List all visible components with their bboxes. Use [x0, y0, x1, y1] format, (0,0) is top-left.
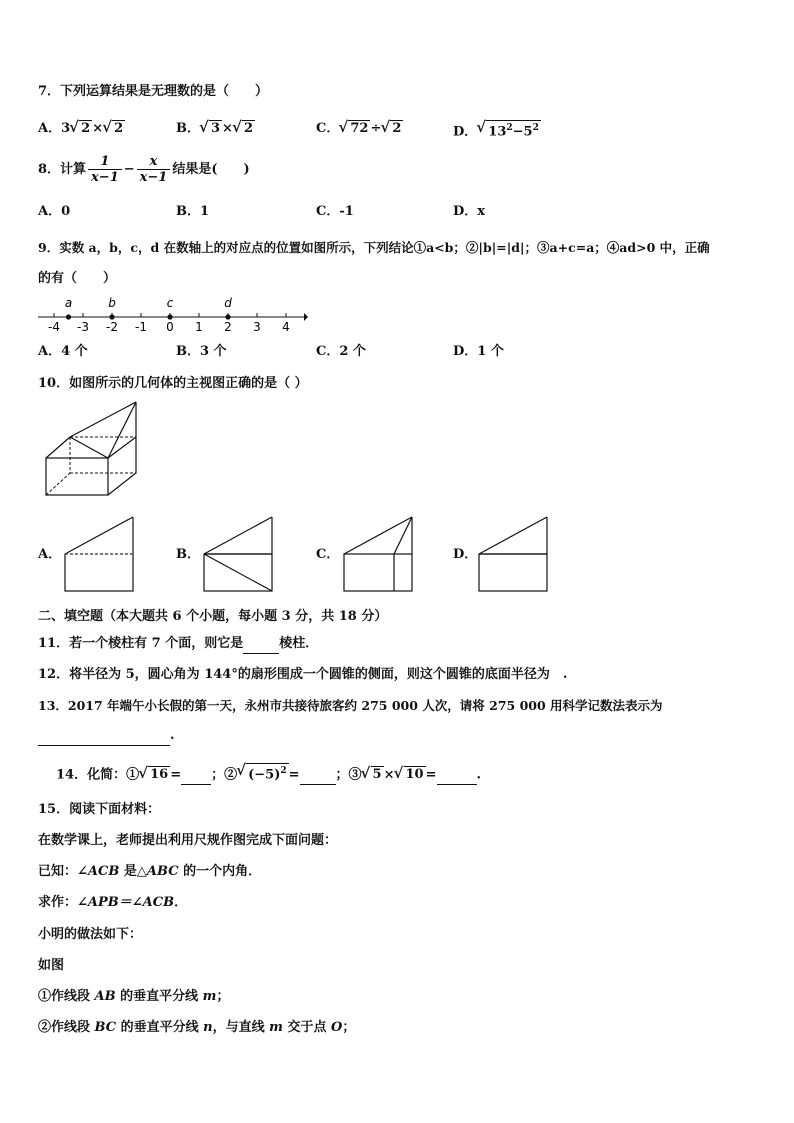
q15-l4-post: ． — [174, 895, 188, 910]
q7-d-label: D． — [453, 124, 478, 140]
q9-option-c: C．2 个 — [316, 344, 366, 359]
q13-end: . — [170, 728, 175, 743]
q8-f1-den: x−1 — [91, 170, 119, 185]
tick-label-4: 0 — [166, 320, 174, 334]
q14-eq1: = — [170, 767, 182, 783]
q15-l4-math: ∠APB＝∠ACB — [77, 895, 175, 910]
q15-l8-mid2: ，与直线 — [212, 1020, 270, 1035]
q13: 13．2017 年端午小长假的第一天，永州市共接待旅客约 275 000 人次，请将 275 000 用科学记数法表示为 — [38, 698, 663, 713]
q7-d-base1: 13 — [488, 124, 507, 140]
tick-label-6: 2 — [224, 320, 232, 334]
q14-radicand-2 — [246, 763, 289, 782]
prism-front-face — [46, 458, 108, 495]
q8-option-a: A．0 — [38, 204, 71, 219]
q15-l7-m: m — [202, 989, 217, 1004]
q14-sqrt-2 — [237, 763, 289, 784]
q8-suffix: 结果是( ) — [172, 162, 250, 177]
q7-d-exp2: 2 — [532, 123, 539, 133]
q8-f1-num: 1 — [88, 154, 122, 170]
q15-l8-pre: ②作线段 — [38, 1020, 95, 1035]
q7-option-a — [38, 120, 125, 138]
q8-option-d: D．x — [453, 204, 486, 219]
q14-blank-2 — [300, 766, 336, 785]
number-line-tick-labels — [48, 320, 290, 334]
q15-l3-mid: 是 — [119, 864, 137, 879]
q10-option-a-figure — [64, 515, 136, 593]
q7-c-sqrt2: √ 2 — [381, 120, 403, 138]
q7-d-sqrt — [477, 120, 541, 141]
wedge-slant-back — [70, 402, 136, 437]
q8-option-b: B．1 — [176, 204, 210, 219]
point-label-b: b — [108, 296, 116, 310]
q14-sqrt-3 — [362, 766, 384, 784]
q15-l3-angle: ∠ACB — [77, 864, 120, 879]
q14-sqrt-4 — [395, 766, 426, 784]
q7-a-sqrt2: √ 2 — [103, 120, 125, 138]
q14-radicand-1: 16 — [150, 767, 169, 783]
point-label-d: d — [224, 296, 232, 310]
section-2-heading: 二、填空题（本大题共 6 个小题，每小题 3 分，共 18 分） — [38, 609, 388, 624]
q14-sqrt-1 — [139, 766, 170, 784]
q10-option-a-label: A． — [38, 547, 62, 562]
point-b — [109, 314, 114, 319]
number-line-points — [65, 296, 232, 320]
q7-c-sqrt1: √ 72 — [339, 120, 370, 138]
q7-c-label: C． — [316, 121, 340, 136]
q7-a-label: A． — [38, 121, 62, 136]
q15-l8-mid: 的垂直平分线 — [116, 1020, 204, 1035]
q9-stem-line1: 9．实数 a，b，c，d 在数轴上的对应点的位置如图所示，下列结论①a<b；②|b|=|d|；③a+c=a；④ad>0 中，正确 — [38, 240, 710, 255]
point-d — [225, 314, 230, 319]
q9-stem-line2: 的有（ ） — [38, 271, 117, 286]
q8-option-c: C．-1 — [316, 204, 354, 219]
q14-blank-1 — [181, 766, 211, 785]
q8-fraction-2 — [137, 154, 171, 185]
q7-option-d — [453, 120, 541, 141]
q15-line-6: 如图 — [38, 958, 65, 973]
prism-top-right-edge — [108, 437, 136, 458]
q14-sep1: ；② — [211, 767, 238, 783]
q14-sep2: ；③ — [335, 767, 362, 783]
q10-stem: 10．如图所示的几何体的主视图正确的是（ ） — [38, 376, 308, 391]
prism-top-left-edge — [46, 437, 70, 458]
q15-l3-pre: 已知： — [38, 864, 78, 879]
q15-l7-pre: ①作线段 — [38, 989, 95, 1004]
q14-end: . — [476, 767, 482, 783]
q15-line-1: 15．阅读下面材料： — [38, 802, 161, 817]
q14-times: × — [383, 767, 395, 783]
point-label-c: c — [166, 296, 174, 310]
q8-stem — [38, 152, 250, 188]
q7-b-sqrt2: √ 2 — [233, 120, 255, 138]
tick-label-0: -4 — [48, 320, 60, 334]
q15-l8-segment: BC — [94, 1020, 117, 1035]
q10-option-b-figure — [203, 515, 275, 593]
q15-l8-mid3: 交于点 — [282, 1020, 331, 1035]
q14-radicand-4: 10 — [405, 767, 424, 783]
number-line-arrow — [304, 313, 308, 321]
q7-a-coef: 3 — [61, 121, 71, 136]
tick-label-5: 1 — [195, 320, 203, 334]
q15-l8-n: n — [203, 1020, 213, 1035]
q7-option-b — [176, 120, 255, 138]
tick-label-2: -2 — [106, 320, 118, 334]
q15-line-8 — [38, 1019, 355, 1037]
q10-option-c-label: C． — [316, 547, 340, 562]
q14-eq2: = — [288, 767, 300, 783]
q10-option-b-label: B． — [176, 547, 200, 562]
q15-l8-m: m — [269, 1020, 283, 1035]
wedge-top-diagonal — [70, 437, 108, 458]
q11-text: 11．若一个棱柱有 7 个面，则它是 — [38, 636, 244, 651]
q15-line-5: 小明的做法如下： — [38, 927, 143, 942]
hidden-bottom-left-edge — [46, 473, 70, 495]
q8-prefix: 8．计算 — [38, 162, 87, 177]
tick-label-1: -3 — [77, 320, 89, 334]
point-label-a: a — [64, 296, 73, 310]
q7-b-sqrt1: √ 3 — [200, 120, 222, 138]
q10-option-d-figure — [478, 515, 550, 593]
q15-l8-post: ； — [342, 1020, 356, 1035]
q9-option-b: B．3 个 — [176, 344, 227, 359]
tick-label-8: 4 — [282, 320, 290, 334]
point-c — [167, 314, 172, 319]
q14-r2-base: (−5) — [248, 767, 281, 783]
q8-minus: − — [123, 162, 135, 177]
prism-right-edges — [108, 437, 136, 495]
q7-d-base2: 5 — [523, 124, 533, 140]
q14-blank-3 — [437, 766, 477, 785]
q7-d-radicand — [486, 120, 541, 139]
q15-l8-o: O — [330, 1020, 343, 1035]
q7-b-label: B． — [176, 121, 200, 136]
q7-a-times: × — [92, 121, 104, 136]
q9-option-d: D．1 个 — [453, 344, 504, 359]
q8-f2-den: x−1 — [139, 170, 168, 185]
q7-d-minus: − — [512, 124, 524, 140]
q11-blank — [243, 635, 279, 654]
q15-l3-post: 的一个内角． — [178, 864, 262, 879]
q14-prefix: 14．化简：① — [56, 767, 140, 783]
q12: 12．将半径为 5，圆心角为 144°的扇形围成一个圆锥的侧面，则这个圆锥的底面半径为 . — [38, 667, 568, 682]
q9-option-a: A．4 个 — [38, 344, 88, 359]
q14-radicand-3: 5 — [372, 767, 382, 783]
q15-l7-mid: 的垂直平分线 — [115, 989, 203, 1004]
q7-b-times: × — [222, 121, 233, 136]
q15-l3-triangle: △ABC — [136, 864, 179, 879]
q15-line-7 — [38, 988, 229, 1006]
q14-r2-exp: 2 — [280, 766, 287, 776]
q15-line-3 — [38, 863, 261, 881]
q9-number-line — [36, 290, 308, 338]
q8-f2-num: x — [137, 154, 171, 170]
q10-option-d-label: D． — [453, 547, 478, 562]
q15-line-2: 在数学课上，老师提出利用尺规作图完成下面问题： — [38, 833, 338, 848]
q15-l4-pre: 求作： — [38, 895, 78, 910]
q7-stem: 7．下列运算结果是无理数的是（ ） — [38, 84, 269, 99]
q15-line-4 — [38, 894, 187, 912]
q14 — [56, 763, 481, 785]
tick-label-7: 3 — [253, 320, 261, 334]
tick-label-3: -1 — [135, 320, 147, 334]
q11 — [38, 635, 318, 654]
q15-l7-post: ； — [216, 989, 230, 1004]
q14-eq3: = — [425, 767, 437, 783]
wedge-front-edge — [108, 402, 136, 458]
q7-d-exp1: 2 — [506, 123, 513, 133]
q10-option-c-figure — [343, 515, 415, 593]
q15-l7-segment: AB — [94, 989, 116, 1004]
q7-option-c — [316, 120, 403, 138]
point-a — [66, 314, 71, 319]
q13-blank — [38, 727, 170, 746]
q7-a-sqrt1: √ 2 — [70, 120, 92, 138]
q8-fraction-1 — [88, 154, 122, 185]
q11-end: 棱柱． — [279, 636, 319, 651]
q10-solid-figure — [40, 400, 140, 500]
q13-answer-line — [38, 727, 175, 746]
q7-c-div: ÷ — [370, 121, 382, 136]
